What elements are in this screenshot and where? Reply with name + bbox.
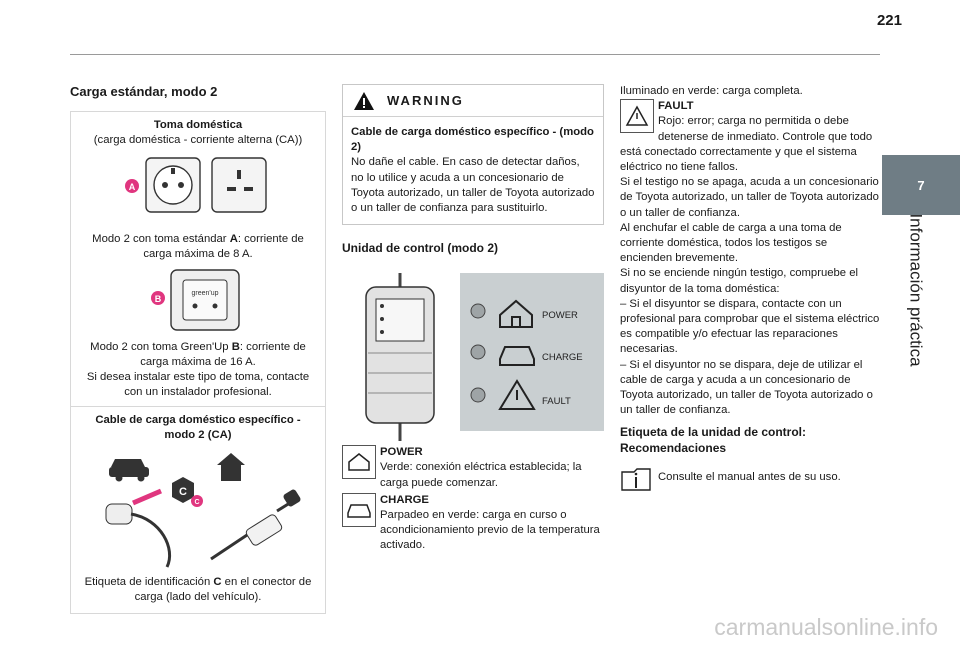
page-number: 221 (876, 12, 902, 29)
cable-caption (71, 569, 325, 613)
caption-text: en el conector de carga (lado del vehículo). (134, 576, 312, 603)
control-unit-illustration (342, 273, 604, 443)
charge-description: Parpadeo en verde: carga en curso o acondicionamiento previo de la temperatura activado. (380, 509, 600, 552)
power-legend (342, 445, 604, 491)
chapter-title (896, 213, 936, 367)
manual-recommendation (620, 466, 882, 494)
sockets-box (70, 111, 326, 614)
fault-legend (620, 99, 882, 175)
cable-illustration (71, 449, 327, 569)
label-heading: Etiqueta de la unidad de control: Recomendaciones (620, 425, 807, 456)
paragraph: Al enchufar el cable de carga a una toma de corriente doméstica, todos los testigos se encienden brevemente. (620, 221, 842, 265)
warning-bold: Cable de carga doméstico específico - (modo 2) (351, 126, 594, 154)
caption-text: Modo 2 con toma estándar (92, 233, 230, 245)
panel-charge-label: CHARGE (542, 352, 583, 364)
chapter-title-text: Información práctica (907, 213, 927, 367)
warning-title: WARNING (387, 93, 464, 108)
charge-legend (342, 493, 604, 554)
fault-title: FAULT (658, 100, 694, 113)
caption-letter: A (229, 233, 238, 245)
section-heading: Carga estándar, modo 2 (70, 84, 218, 99)
greenup-text: green'up (191, 290, 219, 297)
socket-subtitle: (carga doméstica - corriente alterna (CA)) (93, 134, 303, 146)
charge-title: CHARGE (380, 493, 429, 506)
warning-box (342, 84, 604, 225)
manual-text: Consulte el manual antes de su uso. (658, 471, 841, 484)
warning-icon (353, 91, 375, 111)
greenup-note: Si desea instalar este tipo de toma, contacte con un instalador profesional. (86, 371, 310, 398)
sockets-illustration (71, 154, 327, 226)
panel-fault-label: FAULT (542, 396, 571, 408)
control-unit-heading: Unidad de control (modo 2) (342, 241, 498, 256)
standard-socket-caption (71, 226, 325, 268)
caption-letter: B (231, 341, 240, 353)
cable-header (71, 407, 325, 449)
warning-text: No dañe el cable. En caso de detectar daños, no lo utilice y acuda a un concesionario de Toyota autorizado, un taller de Toyota autorizado o un taller de confianza para sustituirlo. (351, 156, 595, 215)
fault-description: Rojo: error; carga no permitida o debe detenerse de inmediato. Controle que todo está conectado correctamente y que el sistema eléctrico no tiene fallos. (620, 115, 873, 174)
caption-text: Modo 2 con toma Green'Up (90, 341, 232, 353)
fault-warning-icon (620, 99, 654, 133)
socket-header (71, 112, 325, 154)
greenup-socket-figure (71, 268, 325, 334)
marker-b-label: B (154, 294, 162, 304)
panel-power-label: POWER (542, 310, 578, 322)
paragraph: Si no se enciende ningún testigo, compruebe el disyuntor de la toma doméstica: (620, 267, 859, 295)
power-description: Verde: conexión eléctrica establecida; la carga puede comenzar. (380, 461, 582, 489)
column-control-unit (342, 84, 604, 554)
watermark: carmanualsonline.info (714, 614, 938, 640)
column-indicators (620, 84, 882, 494)
caption-letter: C (213, 576, 222, 588)
caption-text: Etiqueta de identificación (84, 576, 214, 588)
bullet-item: – Si el disyuntor no se dispara, deje de utilizar el cable de carga y acuda a un concesionario de Toyota autorizado, un taller de Toyota autorizado o un taller de confianza. (620, 358, 873, 417)
cable-title: Cable de carga doméstico específico - modo 2 (CA) (95, 414, 301, 441)
header-rule (70, 54, 880, 55)
marker-a-label: A (128, 182, 136, 192)
column-standard-charging (70, 84, 326, 614)
bullet-item: – Si el disyuntor se dispara, contacte con un profesional para comprobar que el sistema eléctrico es compatible y/o efectuar las reparaciones necesarias. (620, 297, 880, 356)
marker-c-small-label: C (194, 499, 200, 506)
marker-c-label: C (179, 486, 187, 498)
house-icon (342, 445, 376, 479)
paragraph: Si el testigo no se apaga, acuda a un concesionario de Toyota autorizado, un taller de Toyota autorizado o un taller de confianza. (620, 176, 879, 219)
caption-text: : corriente de carga máxima de 8 A. (143, 233, 304, 260)
socket-title: Toma doméstica (153, 119, 243, 131)
warning-body (343, 117, 603, 224)
greenup-caption (71, 334, 325, 406)
charge-complete-text: Iluminado en verde: carga completa. (620, 85, 803, 97)
manual-icon (620, 466, 654, 494)
cable-figure (71, 449, 325, 569)
warning-header (343, 85, 603, 117)
caption-text: : corriente de carga máxima de 16 A. (140, 341, 306, 368)
power-legend-text (380, 445, 604, 491)
power-title: POWER (380, 446, 423, 459)
greenup-illustration (71, 268, 327, 334)
chapter-tab[interactable]: 7 (882, 155, 960, 215)
charge-legend-text (380, 493, 604, 554)
standard-sockets-figure (71, 154, 325, 226)
car-icon (342, 493, 376, 527)
control-unit-figure (342, 273, 604, 443)
